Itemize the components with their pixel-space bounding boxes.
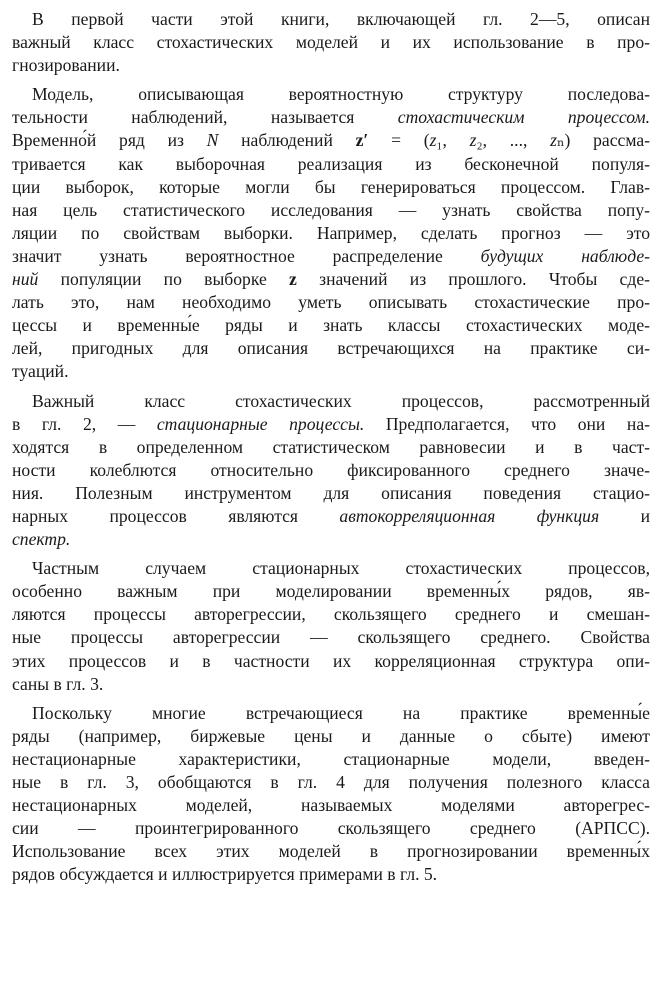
text-segment: стационарные процессы.	[156, 413, 365, 434]
text-segment: значений из прошлого. Чтобы сде-	[296, 269, 650, 290]
text-segment: спектр.	[12, 529, 71, 550]
text-line	[12, 840, 650, 863]
text-segment: в гл. 2, —	[12, 413, 157, 434]
text-segment: популяции по выборке	[38, 269, 290, 290]
text-segment: Частным случаем стационарных стохастических процессов,	[32, 558, 650, 579]
text-segment: лать это, нам необходимо уметь описывать стохастические про-	[12, 292, 650, 313]
text-segment: гнозировании.	[12, 55, 120, 76]
text-line	[12, 176, 650, 199]
text-line	[12, 222, 650, 245]
text-segment: ₙ) рассма-	[556, 130, 651, 151]
text-line	[12, 650, 650, 673]
text-line	[12, 580, 650, 603]
text-segment: тривается как выборочная реализация из бесконечной популя-	[12, 153, 650, 174]
text-segment: Предполагается, что они на-	[364, 413, 650, 434]
text-segment: наблюдений	[218, 130, 356, 151]
text-segment: нестационарных моделей, называемых моделями авторегрес-	[12, 795, 650, 816]
text-segment: важный класс стохастических моделей и их использование в про-	[12, 32, 650, 53]
text-segment: цессы и временны́е ряды и знать классы стохастических моде-	[12, 315, 650, 336]
text-line	[12, 771, 650, 794]
paragraph	[12, 702, 650, 887]
text-segment: Важный класс стохастических процессов, рассмотренный	[32, 390, 650, 411]
text-line	[12, 83, 650, 106]
text-line	[12, 702, 650, 725]
text-segment: стохастическим процессом.	[397, 107, 650, 128]
text-line	[12, 748, 650, 771]
text-segment: ходятся в определенном статистическом равновесии и в част-	[12, 436, 650, 457]
text-line	[12, 528, 650, 551]
text-segment: тельности наблюдений, называется	[12, 107, 398, 128]
text-segment: ные процессы авторегрессии — скользящего среднего. Свойства	[12, 627, 650, 648]
text-line	[12, 725, 650, 748]
text-line	[12, 8, 650, 31]
paragraph	[12, 8, 650, 77]
text-segment: В первой части этой книги, включающей гл. 2—5, описан	[32, 9, 650, 29]
text-line	[12, 360, 650, 383]
text-segment: будущих наблюде-	[480, 245, 650, 266]
text-line	[12, 314, 650, 337]
text-line	[12, 291, 650, 314]
text-segment: значит узнать вероятностное распределение	[12, 245, 481, 266]
text-segment: саны в гл. 3.	[12, 673, 104, 694]
text-line	[12, 337, 650, 360]
text-line	[12, 505, 650, 528]
text-segment: z	[550, 130, 557, 151]
text-line	[12, 436, 650, 459]
text-segment: этих процессов и в частности их корреляционная структура опи-	[12, 650, 650, 671]
text-line	[12, 794, 650, 817]
text-line	[12, 863, 650, 886]
paragraph	[12, 83, 650, 383]
text-segment: автокорреляционная функция	[339, 505, 600, 526]
text-segment: туаций.	[12, 361, 69, 382]
text-segment: лей, пригодных для описания встречающихся на практике си-	[12, 338, 650, 359]
text-segment: z	[469, 130, 477, 151]
text-line	[12, 153, 650, 176]
text-segment: z	[289, 269, 297, 290]
paragraph	[12, 390, 650, 552]
text-line	[12, 31, 650, 54]
text-segment: ляции по свойствам выборки. Например, сделать прогноз — это	[12, 222, 650, 243]
text-segment: Временно́й ряд из	[12, 130, 207, 151]
text-line	[12, 413, 650, 436]
paragraph	[12, 557, 650, 696]
text-line	[12, 459, 650, 482]
text-segment: z	[429, 130, 437, 151]
text-line	[12, 626, 650, 649]
text-segment: ₂, ...,	[476, 130, 551, 151]
text-segment: ляются процессы авторегрессии, скользящего среднего и смешан-	[12, 604, 650, 625]
text-line	[12, 106, 650, 129]
text-segment: = (	[368, 130, 430, 151]
text-line	[12, 268, 650, 291]
text-segment: Модель, описывающая вероятностную структуру последова-	[32, 84, 650, 105]
text-line	[12, 557, 650, 580]
text-segment: ные в гл. 3, обобщаются в гл. 4 для получения полезного класса	[12, 772, 650, 792]
text-segment: ний	[12, 269, 39, 290]
text-line	[12, 129, 650, 152]
text-line	[12, 54, 650, 77]
text-segment: ности колеблются относительно фиксированного среднего значе-	[12, 459, 650, 480]
text-segment: Использование всех этих моделей в прогнозировании временны́х	[12, 841, 650, 862]
text-segment: ции выборок, которые могли бы генерироваться процессом. Глав-	[12, 176, 650, 197]
text-segment: ряды (например, биржевые цены и данные о сбыте) имеют	[12, 725, 650, 746]
text-segment: и	[599, 505, 650, 526]
text-segment: ная цель статистического исследования — узнать свойства попу-	[12, 199, 650, 220]
text-segment: ₁,	[436, 130, 470, 151]
document-page	[12, 8, 650, 892]
text-segment: z′	[355, 130, 369, 151]
text-segment: ния. Полезным инструментом для описания поведения стацио-	[12, 482, 650, 503]
text-segment: особенно важным при моделировании временны́х рядов, яв-	[12, 581, 650, 602]
text-line	[12, 482, 650, 505]
text-segment: рядов обсуждается и иллюстрируется примерами в гл. 5.	[12, 864, 438, 885]
text-line	[12, 673, 650, 696]
text-segment: нарных процессов являются	[12, 505, 340, 526]
text-line	[12, 390, 650, 413]
text-segment: нестационарные характеристики, стационарные модели, введен-	[12, 748, 650, 769]
text-line	[12, 199, 650, 222]
text-segment: N	[206, 130, 219, 151]
text-segment: Поскольку многие встречающиеся на практике временны́е	[32, 702, 650, 723]
text-line	[12, 817, 650, 840]
text-line	[12, 245, 650, 268]
text-line	[12, 603, 650, 626]
text-segment: сии — проинтегрированного скользящего среднего (АРПСС).	[12, 818, 650, 839]
